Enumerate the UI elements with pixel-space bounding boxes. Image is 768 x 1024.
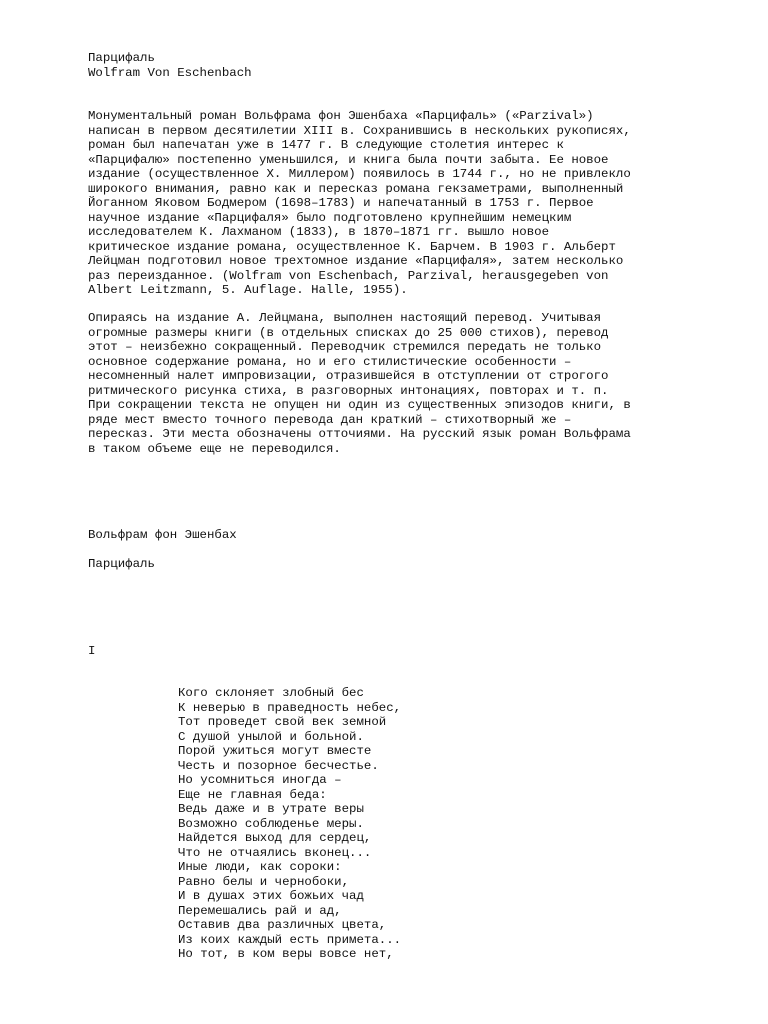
poem-line: К неверью в праведность небес,	[178, 700, 402, 715]
text-line: написан в первом десятилетии XIII в. Сохранившись в нескольких рукописях,	[88, 123, 631, 138]
text-line: издание (осуществленное Х. Миллером) появилось в 1744 г., но не привлекло	[88, 167, 631, 181]
text-line: ряде мест вместо точного перевода дан краткий – стихотворный же –	[88, 412, 572, 427]
poem-line: Ведь даже и в утрате веры	[178, 802, 364, 816]
intro-paragraph-2	[88, 311, 631, 456]
document-title: Парцифаль	[88, 51, 155, 65]
text-line: основное содержание романа, но и его стилистические особенности –	[88, 354, 572, 369]
text-line: роман был напечатан уже в 1477 г. В следующие столетия интерес к	[88, 138, 564, 152]
poem-line: Из коих каждый есть примета...	[178, 932, 402, 947]
text-line: широкого внимания, равно как и пересказ романа гекзаметрами, выполненный	[88, 181, 624, 196]
text-line: этот – неизбежно сокращенный. Переводчик стремился передать не только	[88, 340, 602, 354]
poem-stanza	[178, 686, 401, 962]
poem-line: Что не отчаялись вконец...	[178, 845, 372, 860]
poem-line: Честь и позорное бесчестье.	[178, 758, 379, 773]
text-line: При сокращении текста не опущен ни один из существенных эпизодов книги, в	[88, 398, 631, 412]
document-author: Wolfram Von Eschenbach	[88, 66, 252, 80]
poem-line: С душой унылой и больной.	[178, 729, 364, 744]
poem-line: Возможно соблюденье меры.	[178, 816, 364, 831]
poem-line: Иные люди, как сороки:	[178, 860, 342, 874]
text-line: в таком объеме еще не переводился.	[88, 441, 341, 456]
text-line: огромные размеры книги (в отдельных списках до 25 000 стихов), перевод	[88, 325, 609, 340]
book-title: Парцифаль	[88, 557, 155, 571]
text-line: Albert Leitzmann, 5. Auflage. Halle, 1955).	[88, 283, 408, 297]
text-line: исследователем К. Лахманом (1833), в 1870–1871 гг. вышло новое	[88, 225, 550, 239]
chapter-number: I	[88, 644, 96, 658]
intro-paragraph-1	[88, 109, 631, 298]
text-line: ритмического рисунка стиха, в разговорных интонациях, повторах и т. п.	[88, 383, 609, 398]
poem-line: Тот проведет свой век земной	[178, 715, 387, 729]
poem-line: Перемешались рай и ад,	[178, 903, 342, 918]
text-line: Лейцман подготовил новое трехтомное издание «Парцифаля», затем несколько	[88, 254, 624, 268]
text-line: критическое издание романа, осуществленное К. Барчем. В 1903 г. Альберт	[88, 239, 616, 254]
poem-line: Равно белы и чернобоки,	[178, 874, 350, 889]
text-line: Опираясь на издание А. Лейцмана, выполнен настоящий перевод. Учитывая	[88, 311, 602, 325]
poem-line: Еще не главная беда:	[178, 787, 327, 802]
poem-line: Порой ужиться могут вместе	[178, 744, 372, 758]
poem-line: Кого склоняет злобный бес	[178, 686, 364, 700]
text-line: научное издание «Парцифаля» было подготовлено крупнейшим немецким	[88, 210, 572, 225]
text-line: Монументальный роман Вольфрама фон Эшенбаха «Парцифаль» («Parzival»)	[88, 109, 594, 123]
poem-line: Но усомниться иногда –	[178, 773, 342, 787]
text-line: «Парцифалю» постепенно уменьшился, и книга была почти забыта. Ее новое	[88, 152, 609, 167]
text-line: пересказ. Эти места обозначены отточиями. На русский язык роман Вольфрама	[88, 427, 631, 441]
poem-line: Оставив два различных цвета,	[178, 918, 387, 932]
text-line: Йоганном Яковом Бодмером (1698–1783) и напечатанный в 1753 г. Первое	[88, 196, 594, 210]
poem-line: И в душах этих божьих чад	[178, 889, 364, 903]
poem-line: Найдется выход для сердец,	[178, 831, 372, 845]
text-line: раз переизданное. (Wolfram von Eschenbach, Parzival, herausgegeben von	[88, 268, 609, 283]
book-author: Вольфрам фон Эшенбах	[88, 528, 237, 542]
text-line: несомненный налет импровизации, отразившейся в отступлении от строгого	[88, 369, 609, 383]
poem-line: Но тот, в ком веры вовсе нет,	[178, 947, 394, 961]
